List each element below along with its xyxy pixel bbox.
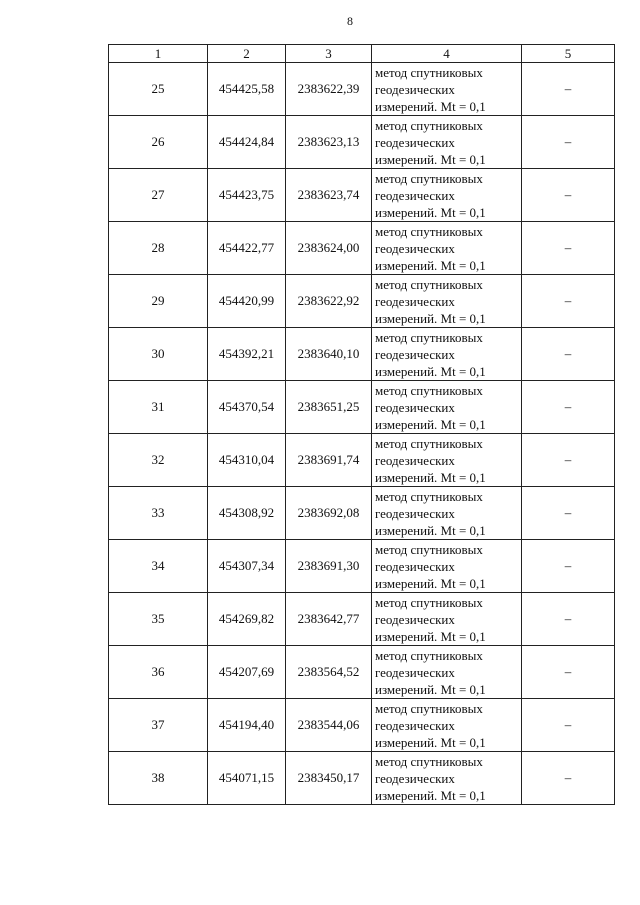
table-row: [109, 593, 615, 646]
x-coordinate-cell: 454310,04: [208, 434, 286, 487]
y-coordinate-cell: 2383623,74: [286, 169, 372, 222]
point-number-cell: 34: [109, 540, 208, 593]
note-cell: –: [522, 593, 615, 646]
x-coordinate-cell: 454308,92: [208, 487, 286, 540]
note-cell: –: [522, 540, 615, 593]
note-cell: –: [522, 487, 615, 540]
method-line: геодезических: [375, 134, 455, 150]
column-header: 1: [109, 45, 208, 63]
method-line: метод спутниковых: [375, 223, 483, 239]
method-line: метод спутниковых: [375, 594, 483, 610]
method-line: геодезических: [375, 187, 455, 203]
table-body: [109, 63, 615, 805]
y-coordinate-cell: 2383623,13: [286, 116, 372, 169]
point-number-cell: 32: [109, 434, 208, 487]
method-line: геодезических: [375, 346, 455, 362]
y-coordinate-cell: 2383651,25: [286, 381, 372, 434]
y-coordinate-cell: 2383691,74: [286, 434, 372, 487]
method-line: метод спутниковых: [375, 647, 483, 663]
table-row: [109, 699, 615, 752]
method-line: геодезических: [375, 505, 455, 521]
note-cell: –: [522, 381, 615, 434]
point-number-cell: 26: [109, 116, 208, 169]
method-line: метод спутниковых: [375, 64, 483, 80]
point-number-cell: 25: [109, 63, 208, 116]
method-line: измерений. Mt = 0,1: [375, 681, 486, 697]
method-line: метод спутниковых: [375, 435, 483, 451]
x-coordinate-cell: 454370,54: [208, 381, 286, 434]
y-coordinate-cell: 2383564,52: [286, 646, 372, 699]
column-header: 3: [286, 45, 372, 63]
method-cell: [372, 328, 522, 381]
x-coordinate-cell: 454207,69: [208, 646, 286, 699]
method-cell: [372, 434, 522, 487]
x-coordinate-cell: 454392,21: [208, 328, 286, 381]
table-row: [109, 381, 615, 434]
method-line: измерений. Mt = 0,1: [375, 575, 486, 591]
note-cell: –: [522, 169, 615, 222]
method-line: метод спутниковых: [375, 488, 483, 504]
method-cell: [372, 593, 522, 646]
method-cell: [372, 63, 522, 116]
method-cell: [372, 752, 522, 805]
method-line: измерений. Mt = 0,1: [375, 522, 486, 538]
y-coordinate-cell: 2383450,17: [286, 752, 372, 805]
table-row: [109, 328, 615, 381]
point-number-cell: 29: [109, 275, 208, 328]
method-line: метод спутниковых: [375, 329, 483, 345]
table-row: [109, 434, 615, 487]
method-line: геодезических: [375, 452, 455, 468]
table-row: [109, 752, 615, 805]
method-line: геодезических: [375, 399, 455, 415]
note-cell: –: [522, 646, 615, 699]
method-cell: [372, 222, 522, 275]
table-row: [109, 63, 615, 116]
method-line: измерений. Mt = 0,1: [375, 787, 486, 803]
method-cell: [372, 699, 522, 752]
page-number: 8: [347, 14, 353, 28]
note-cell: –: [522, 328, 615, 381]
coordinates-table: [108, 44, 615, 805]
x-coordinate-cell: 454424,84: [208, 116, 286, 169]
table-row: [109, 116, 615, 169]
point-number-cell: 28: [109, 222, 208, 275]
method-line: геодезических: [375, 240, 455, 256]
column-header: 2: [208, 45, 286, 63]
method-line: геодезических: [375, 293, 455, 309]
method-line: измерений. Mt = 0,1: [375, 310, 486, 326]
y-coordinate-cell: 2383642,77: [286, 593, 372, 646]
note-cell: –: [522, 116, 615, 169]
method-line: измерений. Mt = 0,1: [375, 628, 486, 644]
point-number-cell: 31: [109, 381, 208, 434]
method-line: измерений. Mt = 0,1: [375, 151, 486, 167]
note-cell: –: [522, 752, 615, 805]
table-header-row: [109, 45, 615, 63]
y-coordinate-cell: 2383622,92: [286, 275, 372, 328]
x-coordinate-cell: 454425,58: [208, 63, 286, 116]
method-cell: [372, 487, 522, 540]
y-coordinate-cell: 2383624,00: [286, 222, 372, 275]
note-cell: –: [522, 434, 615, 487]
method-line: геодезических: [375, 770, 455, 786]
method-line: метод спутниковых: [375, 276, 483, 292]
method-line: метод спутниковых: [375, 541, 483, 557]
x-coordinate-cell: 454422,77: [208, 222, 286, 275]
method-line: геодезических: [375, 81, 455, 97]
x-coordinate-cell: 454420,99: [208, 275, 286, 328]
note-cell: –: [522, 699, 615, 752]
point-number-cell: 37: [109, 699, 208, 752]
table-row: [109, 169, 615, 222]
x-coordinate-cell: 454307,34: [208, 540, 286, 593]
method-line: измерений. Mt = 0,1: [375, 257, 486, 273]
method-line: геодезических: [375, 717, 455, 733]
method-line: измерений. Mt = 0,1: [375, 469, 486, 485]
x-coordinate-cell: 454071,15: [208, 752, 286, 805]
method-line: геодезических: [375, 611, 455, 627]
note-cell: –: [522, 222, 615, 275]
column-header: 5: [522, 45, 615, 63]
x-coordinate-cell: 454194,40: [208, 699, 286, 752]
method-line: геодезических: [375, 664, 455, 680]
method-cell: [372, 646, 522, 699]
point-number-cell: 35: [109, 593, 208, 646]
method-line: метод спутниковых: [375, 117, 483, 133]
table-row: [109, 540, 615, 593]
x-coordinate-cell: 454423,75: [208, 169, 286, 222]
method-cell: [372, 169, 522, 222]
y-coordinate-cell: 2383544,06: [286, 699, 372, 752]
method-cell: [372, 540, 522, 593]
table-row: [109, 222, 615, 275]
y-coordinate-cell: 2383691,30: [286, 540, 372, 593]
column-header: 4: [372, 45, 522, 63]
x-coordinate-cell: 454269,82: [208, 593, 286, 646]
method-line: геодезических: [375, 558, 455, 574]
method-line: метод спутниковых: [375, 382, 483, 398]
note-cell: –: [522, 275, 615, 328]
y-coordinate-cell: 2383692,08: [286, 487, 372, 540]
method-line: измерений. Mt = 0,1: [375, 416, 486, 432]
y-coordinate-cell: 2383640,10: [286, 328, 372, 381]
table-row: [109, 646, 615, 699]
note-cell: –: [522, 63, 615, 116]
method-line: измерений. Mt = 0,1: [375, 98, 486, 114]
method-line: метод спутниковых: [375, 170, 483, 186]
point-number-cell: 27: [109, 169, 208, 222]
y-coordinate-cell: 2383622,39: [286, 63, 372, 116]
method-cell: [372, 381, 522, 434]
method-cell: [372, 116, 522, 169]
method-cell: [372, 275, 522, 328]
table-row: [109, 275, 615, 328]
point-number-cell: 30: [109, 328, 208, 381]
method-line: измерений. Mt = 0,1: [375, 734, 486, 750]
method-line: измерений. Mt = 0,1: [375, 363, 486, 379]
method-line: метод спутниковых: [375, 753, 483, 769]
point-number-cell: 38: [109, 752, 208, 805]
method-line: метод спутниковых: [375, 700, 483, 716]
table-row: [109, 487, 615, 540]
point-number-cell: 33: [109, 487, 208, 540]
method-line: измерений. Mt = 0,1: [375, 204, 486, 220]
point-number-cell: 36: [109, 646, 208, 699]
